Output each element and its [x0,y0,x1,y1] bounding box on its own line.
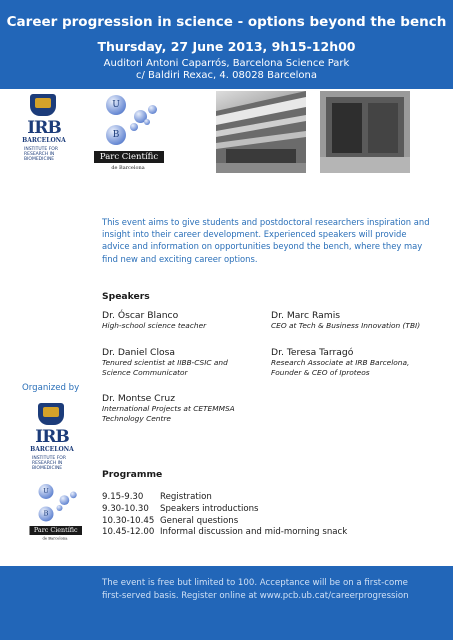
programme-list [102,492,347,539]
pcb-letter-u: U [112,100,120,110]
header-banner [0,0,453,89]
speaker-entry [271,310,446,331]
speaker-entry [102,310,277,331]
bubble-icon [60,495,70,505]
speaker-entry [102,347,257,378]
event-date: Thursday, 27 June 2013, 9h15-12h00 [97,39,356,54]
speaker-role: High-school science teacher [102,321,207,330]
building-photo [216,91,306,173]
pcb-logo-name: Parc Científic [94,151,164,163]
event-venue: Auditori Antoni Caparrós, Barcelona Science Park [103,58,350,69]
speaker-name: Dr. Teresa Tarragó [271,347,354,358]
programme-label: General questions [160,515,239,526]
speaker-role: CEO at Tech & Business Innovation (TBI) [271,321,421,330]
irb-logo [30,403,74,473]
programme-heading: Programme [102,469,163,480]
speaker-entry [271,347,441,378]
programme-time: 9.15-9.30 [102,492,144,502]
pcb-logo [28,484,82,544]
irb-logo-subtitle: INSTITUTE FOR RESEARCH IN BIOMEDICINE [32,456,66,471]
event-title: Career progression in science - options beyond the bench [6,14,447,30]
pcb-logo [92,95,164,175]
bubble-u-icon [39,484,54,499]
programme-label: Registration [160,492,212,502]
speakers-heading: Speakers [102,291,150,302]
pcb-letter-b: B [112,130,120,140]
speaker-name: Dr. Montse Cruz [102,393,176,404]
pcb-logo-subtitle: de Barcelona [42,536,68,541]
irb-logo [22,94,66,164]
programme-label: Speakers introductions [160,503,259,514]
bubble-b-icon [39,507,54,522]
programme-time: 10.30-10.45 [102,515,155,526]
logo-strip [0,89,453,185]
irb-logo-city: BARCELONA [30,446,74,453]
programme-item [102,527,347,539]
bubble-icon [130,123,138,131]
pcb-letter-b: B [43,510,49,518]
speaker-role: Research Associate at IRB Barcelona, Founder & CEO of Iproteos [271,358,410,377]
pcb-logo-name: Parc Científic [30,526,83,535]
building-photo [320,91,410,173]
organized-by-label: Organized by [22,383,80,393]
irb-logo-name: IRB [35,427,69,447]
speaker-name: Dr. Daniel Closa [102,347,176,358]
speaker-name: Dr. Óscar Blanco [102,310,179,321]
irb-crest-icon [38,403,64,425]
bubble-icon [70,492,77,499]
programme-item [102,516,347,528]
programme-time: 9.30-10.30 [102,503,149,514]
programme-label: Informal discussion and mid-morning snack [160,527,348,538]
irb-logo-city: BARCELONA [22,137,66,144]
bubble-icon [144,119,150,125]
irb-crest-icon [30,94,56,116]
speaker-role: International Projects at CETEMMSA Technology Centre [102,404,235,423]
programme-item [102,504,347,516]
irb-logo-subtitle: INSTITUTE FOR RESEARCH IN BIOMEDICINE [24,147,58,162]
bubble-icon [148,105,157,114]
pcb-letter-u: U [43,487,49,496]
footer-registration-text: first-served basis. Register online at www.pcb.ub.cat/careerprogression [102,591,409,601]
pcb-logo-subtitle: de Barcelona [111,165,145,171]
bubble-icon [57,505,63,511]
programme-time: 10.45-12.00 [102,527,155,538]
event-address: c/ Baldiri Rexac, 4. 08028 Barcelona [136,70,317,81]
programme-item [102,492,347,504]
bubble-b-icon [106,125,126,145]
bubble-u-icon [106,95,126,115]
speaker-role: Tenured scientist at IIBB-CSIC and Science Communicator [102,358,228,377]
event-description: This event aims to give students and postdoctoral researchers inspiration and insight into their career development. Experienced speakers will provide advice and information on opportunities beyond the bench, where they may find new and exciting career options. [102,217,430,264]
footer-text: The event is free but limited to 100. Acceptance will be on a first-come [102,578,408,588]
speaker-entry [102,393,252,424]
speaker-name: Dr. Marc Ramis [271,310,341,321]
irb-logo-name: IRB [27,118,61,138]
